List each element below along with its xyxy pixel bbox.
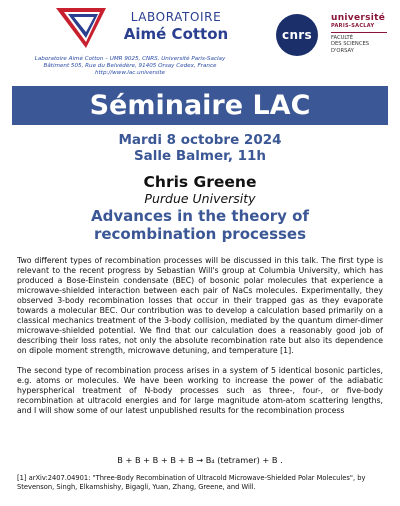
seminar-banner: Séminaire LAC: [12, 86, 388, 125]
speaker-affiliation: Purdue University: [144, 191, 256, 206]
event-date: Mardi 8 octobre 2024: [118, 132, 282, 148]
lab-triangle-logo-icon: [56, 6, 108, 50]
speaker-name: Chris Greene: [143, 173, 257, 191]
cnrs-logo: [276, 14, 318, 56]
abstract-paragraph-1: Two different types of recombination processes will be discussed in this talk. The first type is relevant to the recent progress by Sebastian Will's group at Columbia University, which has produced a Bose-Einstein condensate (BEC) of bosonic polar molecules that experience a microwave-shielded interaction between each pair of NaCs molecules. Experimentally, they observed 3-body recombination losses that occur in their trapped gas as they evaporate towards a molecular BEC. Our contribution was to develop a calculation based primarily on a classical mechanics treatment of the 3-body collision, mediated by the quantum dimer-dimer microwave-shielded potential. We find that our calculation does a reasonably good job of describing their loss rates, not only the absolute recombination rate but also its dependence on dipole moment strength, microwave detuning, and temperature [1].: [17, 256, 383, 355]
talk-title: Advances in the theory of recombination processes: [91, 207, 309, 243]
university-subname: PARIS-SACLAY: [331, 23, 375, 29]
references: [17, 474, 383, 491]
reference-1: [1] arXiv:2407.04901: "Three-Body Recombination of Ultracold Microwave-Shielded Polar Molecules", by Stevenson, Singh, Elkamshishy, Bigagli, Yuan, Zhang, Greene, and Will.: [17, 474, 366, 491]
abstract-paragraph-2: The second type of recombination process arises in a system of 5 identical bosonic particles, e.g. atoms or molecules. We have been working to increase the power of the adiabatic hyperspherical treatment of N-body processes such as three-, four-, or five-body recombination at ultracold energies and for large magnitude atom-atom scattering lengths, and I will show some of our latest unpublished results for the recombination process: [17, 366, 383, 415]
university-divider: [331, 32, 387, 33]
abstract: [17, 256, 383, 416]
faculty-line2: DES SCIENCES: [331, 41, 370, 48]
lab-name-line1: LABORATOIRE: [130, 10, 222, 24]
university-logo: [331, 13, 395, 54]
lab-name-line2: Aimé Cotton: [123, 25, 229, 43]
lab-logo: [56, 6, 246, 50]
faculty-line1: FACULTÉ: [331, 35, 354, 41]
university-name: université: [331, 13, 386, 23]
cnrs-logo-text: cnrs: [282, 28, 312, 42]
address-line1: Laboratoire Aimé Cotton – UMR 9025, CNRS, Université Paris-Saclay: [34, 56, 226, 62]
address-url[interactable]: http://www.lac.universite: [95, 70, 165, 76]
recombination-formula: B + B + B + B + B → B₄ (tetramer) + B .: [117, 455, 283, 465]
address-line2: Bâtiment 505, Rue du Belvédère, 91405 Orsay Cedex, France: [43, 63, 217, 69]
event-room: Salle Balmer, 11h: [133, 148, 267, 164]
lab-address: [14, 56, 246, 77]
faculty-line3: D'ORSAY: [331, 47, 354, 54]
lab-name: [106, 10, 246, 43]
